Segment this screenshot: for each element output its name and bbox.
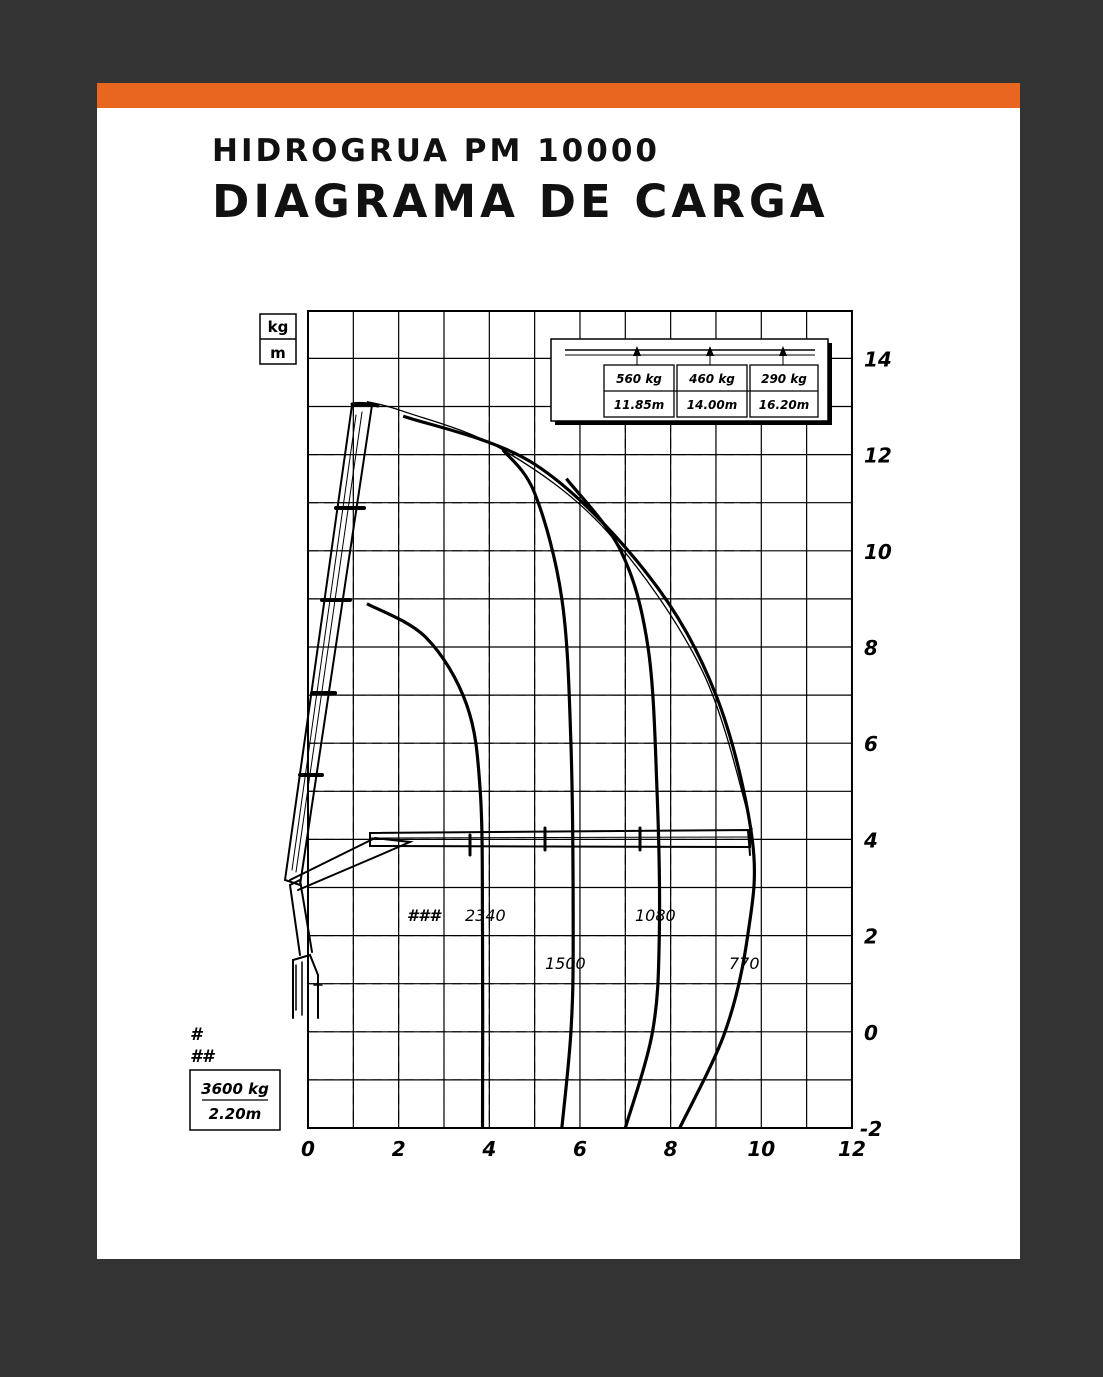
unit-m: m — [270, 344, 286, 362]
side-notes — [190, 1025, 280, 1130]
y-tick-label: -2 — [859, 1117, 883, 1141]
y-tick-label: 4 — [863, 828, 878, 853]
x-tick-label: 0 — [301, 1137, 315, 1161]
curve-2340-marker: ### — [407, 906, 441, 925]
chart-grid — [308, 311, 852, 1128]
curve-770-label: 770 — [729, 954, 760, 973]
load-curve-1500 — [503, 450, 573, 1128]
ext-reach-3: 16.20m — [758, 398, 810, 412]
x-tick-label: 2 — [391, 1137, 406, 1161]
curve-1500-label: 1500 — [545, 954, 586, 973]
ext-load-3: 290 kg — [761, 372, 807, 386]
note-load: 3600 kg — [201, 1080, 269, 1098]
note-mark-1: # — [190, 1025, 202, 1045]
unit-kg: kg — [267, 318, 289, 336]
note-mark-2: ## — [190, 1047, 214, 1067]
unit-box — [260, 314, 296, 364]
y-tick-label: 8 — [863, 636, 878, 660]
x-tick-label: 10 — [747, 1137, 776, 1161]
page-title: DIAGRAMA DE CARGA — [212, 175, 829, 228]
x-tick-label: 4 — [482, 1137, 497, 1161]
ext-load-2: 460 kg — [689, 372, 735, 386]
ext-reach-2: 14.00m — [686, 398, 738, 412]
crane-illustration — [285, 403, 750, 1018]
y-tick-label: 2 — [863, 924, 878, 949]
load-curves — [367, 402, 755, 1128]
ext-reach-1: 11.85m — [613, 398, 665, 412]
x-tick-label: 6 — [573, 1137, 587, 1161]
y-tick-label: 12 — [863, 443, 892, 468]
curve-labels — [407, 906, 760, 973]
curve-2340-label: 2340 — [465, 906, 506, 925]
y-tick-label: 10 — [863, 539, 892, 564]
y-tick-label: 14 — [863, 347, 892, 372]
page-subtitle: HIDROGRUA PM 10000 — [212, 133, 660, 169]
chart-tick-labels — [301, 347, 892, 1161]
y-tick-label: 6 — [863, 732, 878, 757]
x-tick-label: 12 — [838, 1137, 866, 1161]
load-curve-770 — [403, 416, 754, 1128]
curve-1080-label: 1080 — [635, 906, 676, 925]
x-tick-label: 8 — [663, 1137, 678, 1161]
reach-envelope — [367, 402, 752, 830]
extension-table — [551, 339, 832, 425]
y-tick-label: 0 — [863, 1020, 878, 1045]
note-reach: 2.20m — [208, 1105, 262, 1123]
load-curve-2340 — [367, 604, 483, 1128]
ext-load-1: 560 kg — [616, 372, 662, 386]
